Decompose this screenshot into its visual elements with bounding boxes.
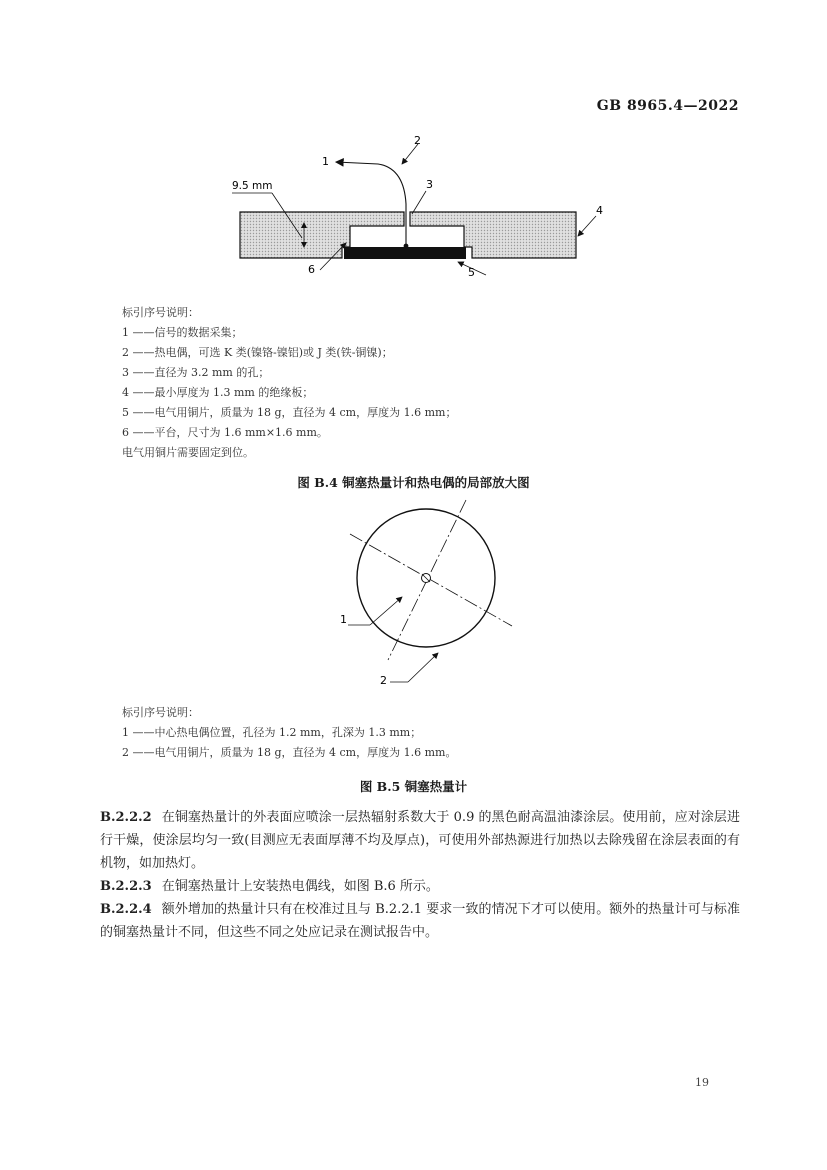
label-2: 2 <box>380 674 387 687</box>
label-5: 5 <box>468 266 475 279</box>
clause-paragraph <box>100 806 740 875</box>
legend-title: 标引序号说明： <box>122 706 199 719</box>
label-1: 1 <box>340 613 347 626</box>
legend-item: 2 ——热电偶，可选 K 类(镍铬-镍铝)或 J 类(铁-铜镍)； <box>122 346 393 359</box>
clause-text: 在铜塞热量计上安装热电偶线，如图 B.6 所示。 <box>161 879 439 894</box>
figure-b5-legend <box>122 703 456 763</box>
clause-number: B.2.2.4 <box>100 902 152 917</box>
legend-item: 2 ——电气用铜片，质量为 18 g，直径为 4 cm，厚度为 1.6 mm。 <box>122 746 457 759</box>
clause-paragraph <box>100 898 740 944</box>
figure-b5-diagram <box>0 490 827 695</box>
clause-number: B.2.2.3 <box>100 879 152 894</box>
figure-b4-legend <box>122 303 456 463</box>
clauses-section <box>100 806 740 944</box>
figure-note: 电气用铜片需要固定到位。 <box>122 446 254 459</box>
copper-slug <box>344 247 466 259</box>
legend-item: 1 ——信号的数据采集； <box>122 326 243 339</box>
label-3: 3 <box>426 178 433 191</box>
clause-paragraph <box>100 875 740 898</box>
legend-item: 6 ——平台，尺寸为 1.6 mm×1.6 mm。 <box>122 426 328 439</box>
label-6: 6 <box>308 263 315 276</box>
clause-text: 在铜塞热量计的外表面应喷涂一层热辐射系数大于 0.9 的黑色耐高温油漆涂层。使用前，应对涂层进行干燥，使涂层均匀一致(目测应无表面厚薄不均及厚点)，可使用外部热源进行加热以去除残留在涂层表面的有机物，如加热灯。 <box>100 810 740 871</box>
dimension-label: 9.5 mm <box>232 180 273 192</box>
label-2: 2 <box>414 134 421 147</box>
label-4: 4 <box>596 204 603 217</box>
clause-text: 额外增加的热量计只有在校准过且与 B.2.2.1 要求一致的情况下才可以使用。额外的热量计可与标准的铜塞热量计不同，但这些不同之处应记录在测试报告中。 <box>100 902 740 940</box>
figure-b4-caption: 图 B.4 铜塞热量计和热电偶的局部放大图 <box>297 475 530 490</box>
legend-item: 4 ——最小厚度为 1.3 mm 的绝缘板； <box>122 386 314 399</box>
figure-b5-caption: 图 B.5 铜塞热量计 <box>359 779 468 794</box>
legend-item: 3 ——直径为 3.2 mm 的孔； <box>122 366 270 379</box>
page-number: 19 <box>695 1076 709 1089</box>
legend-item: 5 ——电气用铜片，质量为 18 g，直径为 4 cm，厚度为 1.6 mm； <box>122 406 457 419</box>
legend-item: 1 ——中心热电偶位置，孔径为 1.2 mm，孔深为 1.3 mm； <box>122 726 422 739</box>
legend-title: 标引序号说明： <box>122 306 199 319</box>
label-1: 1 <box>322 155 329 168</box>
standard-code: GB 8965.4—2022 <box>596 98 739 114</box>
figure-b4-diagram <box>0 130 827 300</box>
clause-number: B.2.2.2 <box>100 810 152 825</box>
